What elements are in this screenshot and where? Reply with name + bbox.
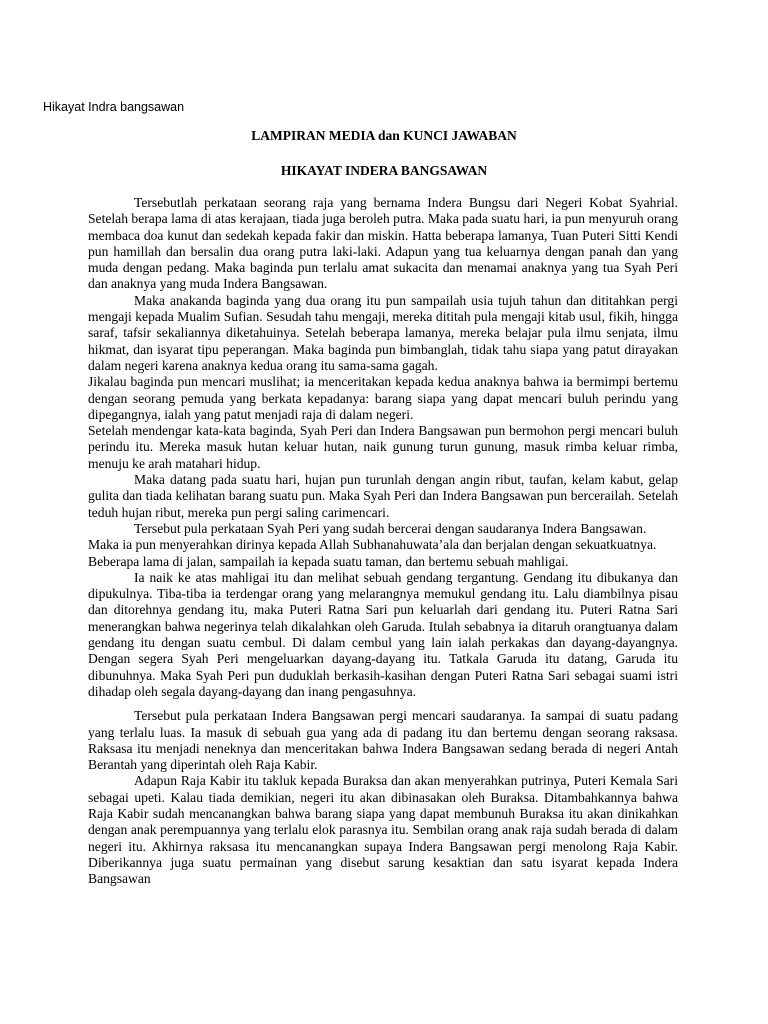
paragraph-4: Setelah mendengar kata-kata baginda, Syah Peri dan Indera Bangsawan pun bermohon pergi mencari buluh perindu itu. Mereka masuk hutan keluar hutan, naik gunung turun gunung, masuk rimba keluar rimba, menuju ke arah matahari hidup.: [88, 423, 678, 471]
paragraph-8: Beberapa lama di jalan, sampailah ia kepada suatu taman, dan bertemu sebuah mahligai.: [88, 553, 569, 569]
paragraph-2: Maka anakanda baginda yang dua orang itu pun sampailah usia tujuh tahun dan dititahkan pergi mengaji kepada Mualim Sufian. Sesudah tahu mengaji, mereka dititah pula mengaji kitab usul, fikih, hingga saraf, tafsir sekaliannya diketahuinya. Setelah beberapa lamanya, mereka belajar pula ilmu senjata, ilmu hikmat, dan isyarat tipu peperangan. Maka baginda pun bimbanglah, tidak tahu siapa yang patut dirayakan dalam negeri karena anaknya kedua orang itu sama-sama gagah.: [88, 292, 678, 373]
paragraph-7: Maka ia pun menyerahkan dirinya kepada Allah Subhanahuwata’ala dan berjalan dengan sekuatkuatnya.: [88, 537, 657, 553]
paragraph-10: Tersebut pula perkataan Indera Bangsawan pergi mencari saudaranya. Ia sampai di suatu padang yang terlalu luas. Ia masuk di sebuah gua yang ada di padang itu dan bertemu dengan seorang raksasa. Raksasa itu menjadi neneknya dan menceritakan bahwa Indera Bangsawan sedang berada di negeri Antah Berantah yang diperintah oleh Raja Kabir.: [88, 708, 678, 773]
paragraph-11: Adapun Raja Kabir itu takluk kepada Buraksa dan akan menyerahkan putrinya, Puteri Kemala Sari sebagai upeti. Kalau tiada demikian, negeri itu akan dibinasakan oleh Buraksa. Ditambahkannya bahwa Raja Kabir sudah mencanangkan bahwa barang siapa yang dapat membunuh Buraksa itu akan dinikahkan dengan anak perempuannya yang terlalu elok parasnya itu. Sembilan orang anak raja sudah berada di dalam negeri itu. Akhirnya raksasa itu mencanangkan supaya Indera Bangsawan pergi menolong Raja Kabir. Diberikannya juga suatu permainan yang disebut sarung kesaktian dan satu isyarat kepada Indera Bangsawan: [88, 773, 678, 887]
story-body: [88, 195, 678, 887]
paragraph-1: Tersebutlah perkataan seorang raja yang bernama Indera Bungsu dari Negeri Kobat Syahrial. Setelah berapa lama di atas kerajaan, tiada juga beroleh putra. Maka pada suatu hari, ia pun menyuruh orang membaca doa kunut dan sedekah kepada fakir dan miskin. Hatta beberapa lamanya, Tuan Puteri Sitti Kendi pun hamillah dan bersalin dua orang putra laki-laki. Adapun yang tua keluarnya dengan panah dan yang muda dengan pedang. Maka baginda pun terlalu amat sukacita dan menamai anaknya yang tua Syah Peri dan anaknya yang muda Indera Bangsawan.: [88, 195, 678, 292]
story-title: HIKAYAT INDERA BANGSAWAN: [280, 163, 488, 178]
paragraph-5: Maka datang pada suatu hari, hujan pun turunlah dengan angin ribut, taufan, kelam kabut, gelap gulita dan tiada kelihatan barang suatu pun. Maka Syah Peri dan Indera Bangsawan pun bercerailah. Setelah teduh hujan ribut, mereka pun pergi saling carimencari.: [88, 472, 678, 520]
paragraph-6: Tersebut pula perkataan Syah Peri yang sudah bercerai dengan saudaranya Indera Bangsawan.: [134, 520, 647, 536]
document-title: LAMPIRAN MEDIA dan KUNCI JAWABAN: [251, 128, 517, 143]
page-header: Hikayat Indra bangsawan: [43, 100, 185, 114]
paragraph-3: Jikalau baginda pun mencari muslihat; ia menceritakan kepada kedua anaknya bahwa ia bermimpi bertemu dengan seorang pemuda yang berkata kepadanya: barang siapa yang dapat mencari buluh perindu yang dipegangnya, ialah yang patut menjadi raja di dalam negeri.: [88, 374, 678, 422]
paragraph-9: Ia naik ke atas mahligai itu dan melihat sebuah gendang tergantung. Gendang itu dibukanya dan dipukulnya. Tiba-tiba ia terdengar orang yang melarangnya memukul gendang itu. Lalu diambilnya pisau dan ditorehnya gendang itu, maka Puteri Ratna Sari pun keluarlah dari gendang itu. Puteri Ratna Sari menerangkan bahwa negerinya telah dikalahkan oleh Garuda. Itulah sebabnya ia ditaruh orangtuanya dalam gendang itu dengan suatu cembul. Di dalam cembul yang lain ialah perkakas dan dayang-dayangnya. Dengan segera Syah Peri mengeluarkan dayang-dayang itu. Tatkala Garuda itu datang, Garuda itu dibunuhnya. Maka Syah Peri pun duduklah berkasih-kasihan dengan Puteri Ratna Sari sebagai suami istri dihadap oleh segala dayang-dayang dan inang pengasuhnya.: [88, 569, 678, 699]
